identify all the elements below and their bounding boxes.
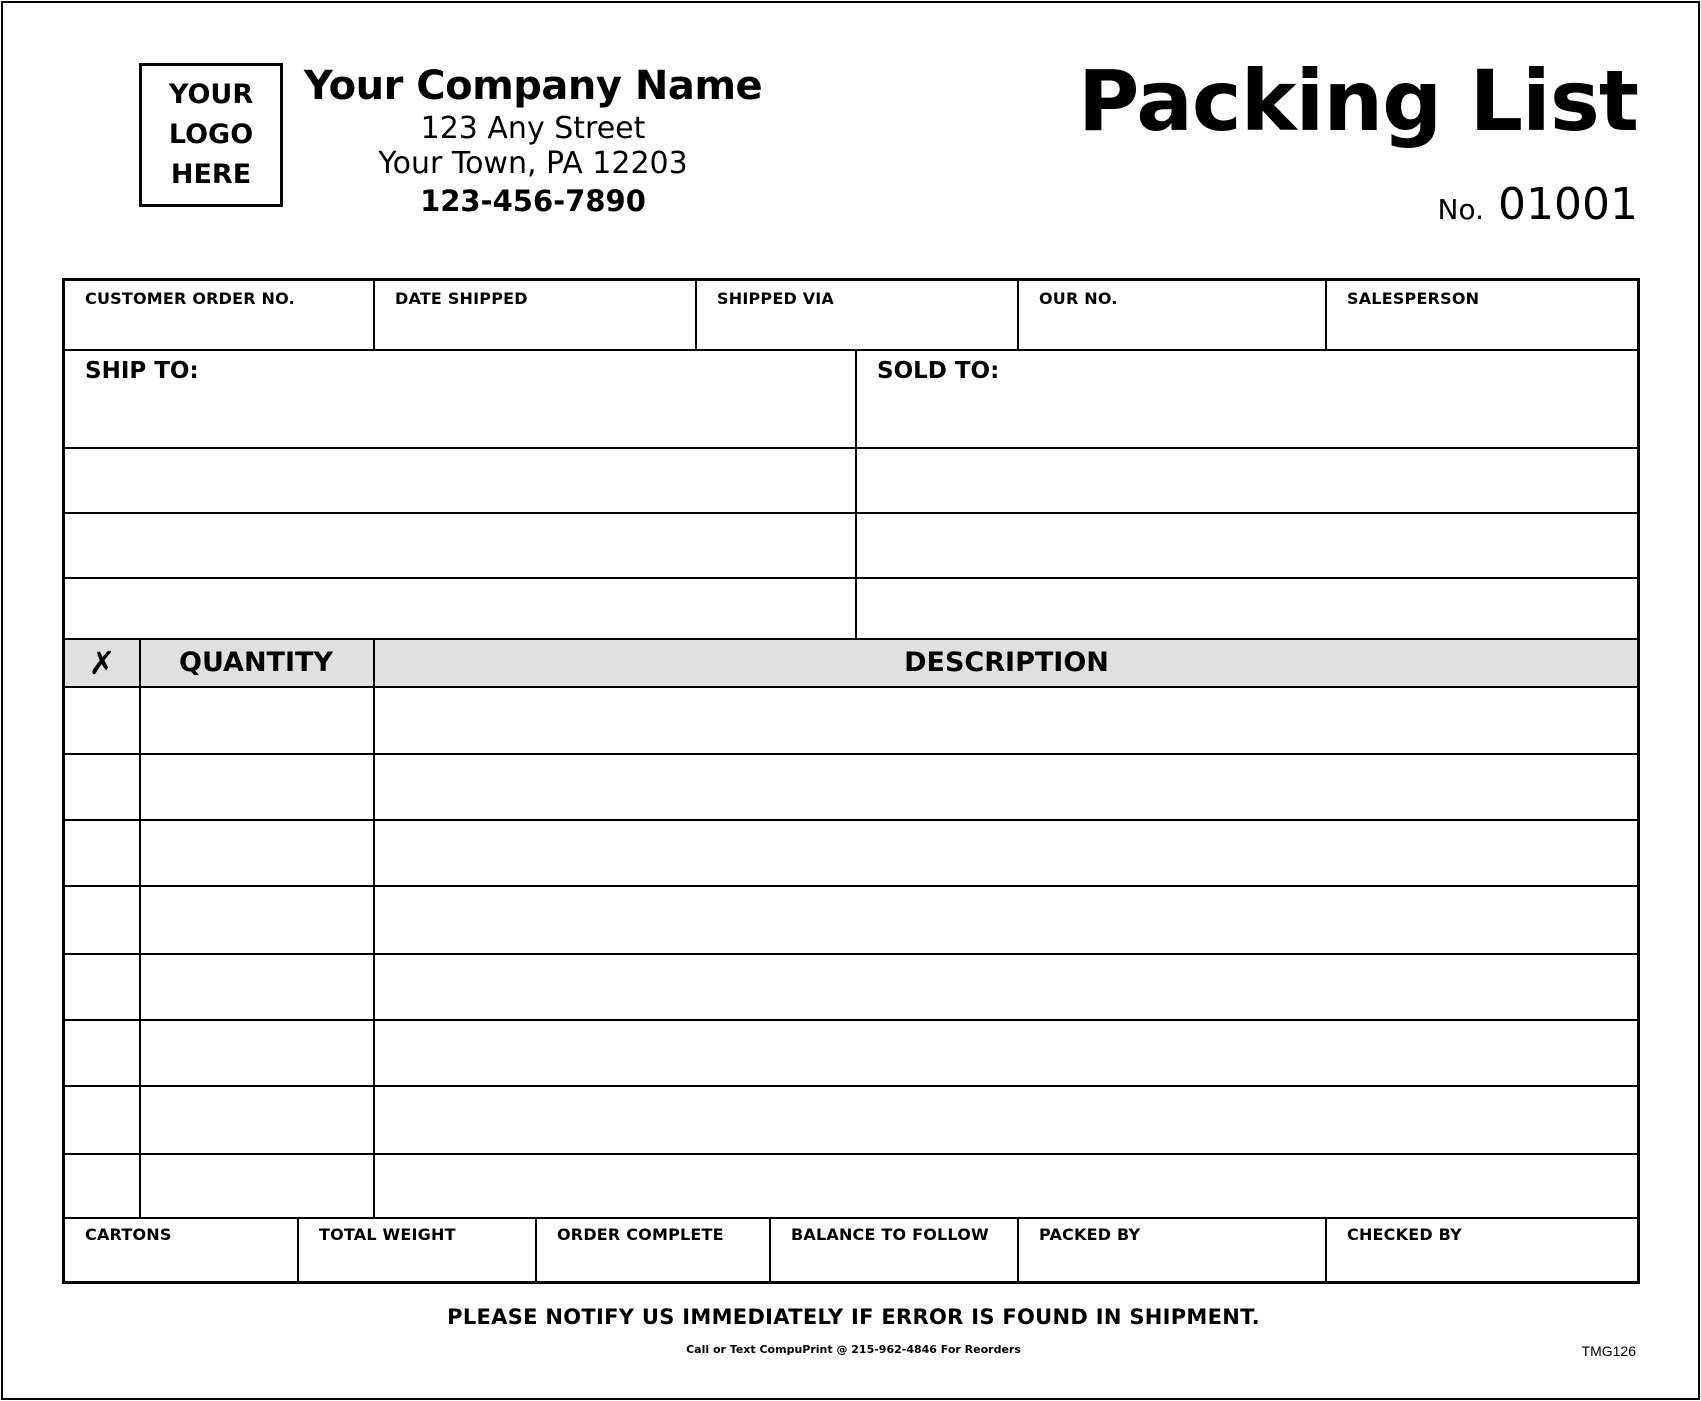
- quantity-column-header: QUANTITY: [179, 647, 333, 678]
- divider: [373, 281, 375, 349]
- field-balance-to-follow[interactable]: BALANCE TO FOLLOW: [791, 1225, 989, 1244]
- divider: [65, 1217, 1637, 1219]
- company-city: Your Town, PA 12203: [378, 146, 688, 181]
- divider: [535, 1217, 537, 1284]
- document-number: [1438, 179, 1638, 230]
- address-line: [65, 577, 1637, 579]
- error-notice: PLEASE NOTIFY US IMMEDIATELY IF ERROR IS FOUND IN SHIPMENT.: [447, 1305, 1260, 1329]
- field-date-shipped[interactable]: DATE SHIPPED: [395, 289, 528, 308]
- table-row: [65, 953, 1637, 955]
- packing-form: [62, 278, 1640, 1284]
- document-number-value: 01001: [1498, 179, 1638, 230]
- logo-line-3: HERE: [170, 159, 252, 190]
- company-name: Your Company Name: [303, 63, 763, 109]
- table-row: [65, 753, 1637, 755]
- divider: [855, 349, 857, 640]
- field-shipped-via[interactable]: SHIPPED VIA: [717, 289, 835, 308]
- divider: [695, 281, 697, 349]
- address-line: [65, 447, 1637, 449]
- field-packed-by[interactable]: PACKED BY: [1039, 1225, 1141, 1244]
- divider: [65, 349, 1637, 351]
- table-row: [65, 1153, 1637, 1155]
- field-checked-by[interactable]: CHECKED BY: [1347, 1225, 1462, 1244]
- field-salesperson[interactable]: SALESPERSON: [1347, 289, 1480, 308]
- table-row: [65, 1085, 1637, 1087]
- field-our-no[interactable]: OUR NO.: [1039, 289, 1118, 308]
- divider: [1325, 281, 1327, 349]
- field-total-weight[interactable]: TOTAL WEIGHT: [319, 1225, 456, 1244]
- field-order-complete[interactable]: ORDER COMPLETE: [557, 1225, 724, 1244]
- packing-list-page: [1, 1, 1700, 1400]
- document-title: Packing List: [1077, 52, 1638, 150]
- field-cartons[interactable]: CARTONS: [85, 1225, 172, 1244]
- company-info: [293, 61, 773, 221]
- table-row: [65, 819, 1637, 821]
- divider: [65, 686, 1637, 688]
- divider: [1017, 1217, 1019, 1284]
- divider: [1017, 281, 1019, 349]
- divider: [139, 638, 141, 1217]
- table-row: [65, 1019, 1637, 1021]
- logo-line-1: YOUR: [168, 79, 254, 110]
- field-customer-order-no[interactable]: CUSTOMER ORDER NO.: [85, 289, 295, 308]
- form-code: TMG126: [1581, 1343, 1636, 1359]
- logo-line-2: LOGO: [168, 119, 254, 150]
- logo-placeholder: [139, 63, 283, 207]
- ship-to-label: SHIP TO:: [85, 358, 199, 384]
- sold-to-label: SOLD TO:: [877, 358, 1000, 384]
- company-phone: 123-456-7890: [420, 184, 646, 218]
- document-number-label: No.: [1437, 193, 1485, 226]
- reorder-note: Call or Text CompuPrint @ 215-962-4846 For Reorders: [686, 1343, 1021, 1356]
- divider: [297, 1217, 299, 1284]
- check-column-header: ✗: [88, 644, 116, 682]
- company-street: 123 Any Street: [420, 111, 646, 146]
- description-column-header: DESCRIPTION: [904, 647, 1109, 678]
- divider: [373, 638, 375, 1217]
- divider: [769, 1217, 771, 1284]
- address-line: [65, 512, 1637, 514]
- table-row: [65, 885, 1637, 887]
- divider: [1325, 1217, 1327, 1284]
